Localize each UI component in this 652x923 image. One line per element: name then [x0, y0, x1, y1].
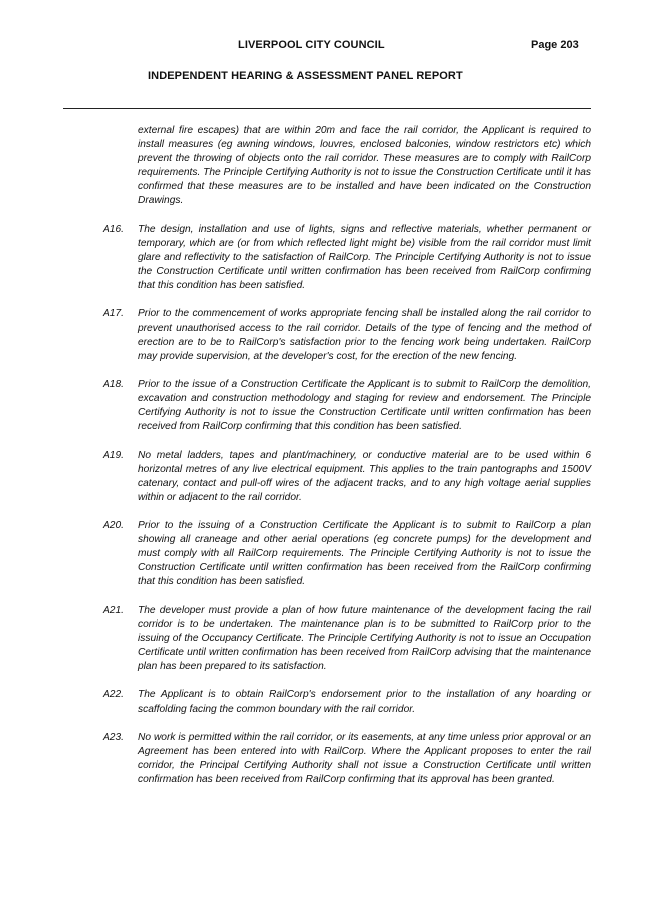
condition-text: Prior to the commencement of works appropriate fencing shall be installed along the rail corridor to prevent unauthorised access to the rail corridor. Details of the type of fencing and the method of erection are to be to RailCorp's satisfaction prior to the fencing work being undertaken. RailCorp may provide supervision, at the developer's cost, for the erection of the new fencing. — [138, 308, 591, 362]
report-title: INDEPENDENT HEARING & ASSESSMENT PANEL REPORT — [148, 70, 463, 82]
condition-number: A21. — [103, 604, 124, 616]
condition-a19 — [103, 449, 591, 505]
condition-a16 — [103, 223, 591, 293]
header-divider — [63, 108, 591, 109]
condition-text: No work is permitted within the rail corridor, or its easements, at any time unless prior approval or an Agreement has been entered into with RailCorp. Where the Applicant proposes to enter the rail corridor, the Principal Certifying Authority shall not issue a Construction Certificate until written confirmation has been received from RailCorp confirming that its approval has been granted. — [138, 731, 591, 786]
page-number: Page 203 — [531, 39, 579, 51]
conditions-body — [103, 124, 591, 787]
condition-a20 — [103, 519, 591, 589]
condition-number: A16. — [103, 223, 124, 235]
condition-text: No metal ladders, tapes and plant/machinery, or conductive material are to be used within 6 horizontal metres of any live electrical equipment. This applies to the train pantographs and 1500V catenary, contact and pull-off wires of the adjacent tracks, and to any high voltage aerial supplies within or adjacent to the rail corridor. — [138, 449, 591, 503]
condition-a17 — [103, 307, 591, 363]
condition-number: A17. — [103, 308, 124, 320]
continuation-paragraph: external fire escapes) that are within 20m and face the rail corridor, the Applicant is required to install measures (eg awning windows, louvres, enclosed balconies, window restrictors etc) which prevent the throwing of objects onto the rail corridor. These measures are to comply with RailCorp requirements. The Principle Certifying Authority is not to issue the Construction Certificate until it has confirmed that these measures are to be installed and have been indicated on the Construction Drawings. — [138, 125, 591, 207]
condition-text: The design, installation and use of lights, signs and reflective materials, whether permanent or temporary, which are (or from which reflected light might be) visible from the rail corridor must limit glare and reflectivity to the satisfaction of RailCorp. The Principle Certifying Authority is not to issue the Construction Certificate until written confirmation has been received from RailCorp confirming that this condition has been satisfied. — [138, 223, 591, 292]
condition-text: Prior to the issuing of a Construction Certificate the Applicant is to submit to RailCorp a plan showing all craneage and other aerial operations (eg concrete pumps) for the development and must comply with all RailCorp requirements. The Principle Certifying Authority is not to issue the Construction Certificate until written confirmation has been received from the RailCorp confirming that this condition has been satisfied. — [138, 520, 591, 588]
condition-a21 — [103, 604, 591, 674]
condition-number: A19. — [103, 449, 124, 461]
condition-number: A20. — [103, 520, 124, 532]
condition-number: A18. — [103, 378, 124, 390]
condition-text: The Applicant is to obtain RailCorp's endorsement prior to the installation of any hoarding or scaffolding facing the common boundary with the rail corridor. — [138, 689, 591, 715]
condition-a18 — [103, 378, 591, 434]
condition-number: A23. — [103, 731, 124, 743]
condition-text: Prior to the issue of a Construction Certificate the Applicant is to submit to RailCorp the demolition, excavation and construction methodology and staging for review and endorsement. The Principle Certifying Authority is not to issue the Construction Certificate until written confirmation has been received from RailCorp confirming that this condition has been satisfied. — [138, 378, 591, 433]
condition-number: A22. — [103, 689, 124, 701]
council-name: LIVERPOOL CITY COUNCIL — [238, 39, 385, 51]
condition-a23 — [103, 731, 591, 787]
condition-a22 — [103, 688, 591, 716]
condition-text: The developer must provide a plan of how future maintenance of the development facing the rail corridor is to be undertaken. The maintenance plan is to be submitted to RailCorp prior to the issuing of the Occupancy Certificate. The Principle Certifying Authority is not to issue an Occupation Certificate until written confirmation has been received from RailCorp advising that the maintenance plan has been prepared to its satisfaction. — [138, 604, 591, 673]
